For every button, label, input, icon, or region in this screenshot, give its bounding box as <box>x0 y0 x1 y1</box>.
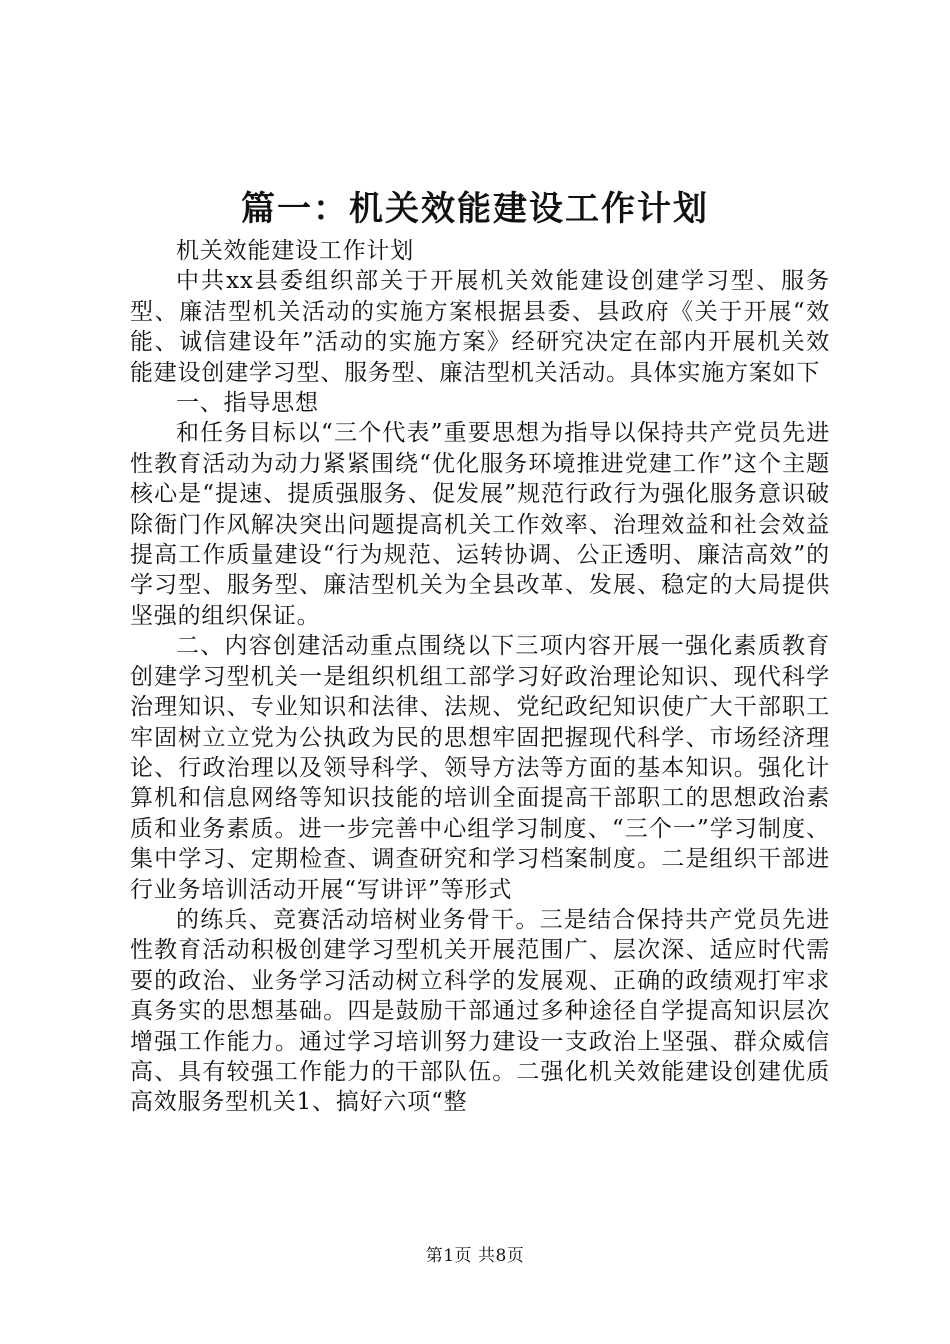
paragraph-content: 二、内容创建活动重点围绕以下三项内容开展一强化素质教育创建学习型机关一是组织机组工部学习好政治理论知识、现代科学治理知识、专业知识和法律、法规、党纪政纪知识使广大干部职工牢固树立立党为公执政为民的思想牢固把握现代科学、市场经济理论、行政治理以及领导科学、领导方法等方面的基本知识。强化计算机和信息网络等知识技能的培训全面提高干部职工的思想政治素质和业务素质。进一步完善中心组学习制度、“三个一”学习制度、集中学习、定期检查、调查研究和学习档案制度。二是组织干部进行业务培训活动开展“写讲评”等形式 <box>130 633 830 903</box>
document-body <box>130 236 830 1118</box>
section-heading-guiding-thought: 一、指导思想 <box>176 390 319 417</box>
paragraph-intro: 中共xx县委组织部关于开展机关效能建设创建学习型、服务型、廉洁型机关活动的实施方案根据县委、县政府《关于开展“效能、诚信建设年”活动的实施方案》经研究决定在部内开展机关效能建设创建学习型、服务型、廉洁型机关活动。具体实施方案如下 <box>130 268 830 386</box>
paragraph-subtitle: 机关效能建设工作计划 <box>176 238 414 264</box>
paragraph-guiding-thought: 和任务目标以“三个代表”重要思想为指导以保持共产党员先进性教育活动为动力紧紧围绕“优化服务环境推进党建工作”这个主题核心是“提速、提质强服务、促发展”规范行政行为强化服务意识破除衙门作风解决突出问题提高机关工作效率、治理效益和社会效益提高工作质量建设“行为规范、运转协调、公正透明、廉洁高效”的学习型、服务型、廉洁型机关为全县改革、发展、稳定的大局提供坚强的组织保证。 <box>130 420 830 629</box>
document-title: 篇一：机关效能建设工作计划 <box>241 189 709 229</box>
paragraph-content-continued: 的练兵、竞赛活动培树业务骨干。三是结合保持共产党员先进性教育活动积极创建学习型机关开展范围广、层次深、适应时代需要的政治、业务学习活动树立科学的发展观、正确的政绩观打牢求真务实的思想基础。四是鼓励干部通过多种途径自学提高知识层次增强工作能力。通过学习培训努力建设一支政治上坚强、群众威信高、具有较强工作能力的干部队伍。二强化机关效能建设创建优质高效服务型机关1、搞好六项“整 <box>130 906 830 1116</box>
page-number: 第1页 共8页 <box>425 1246 525 1266</box>
